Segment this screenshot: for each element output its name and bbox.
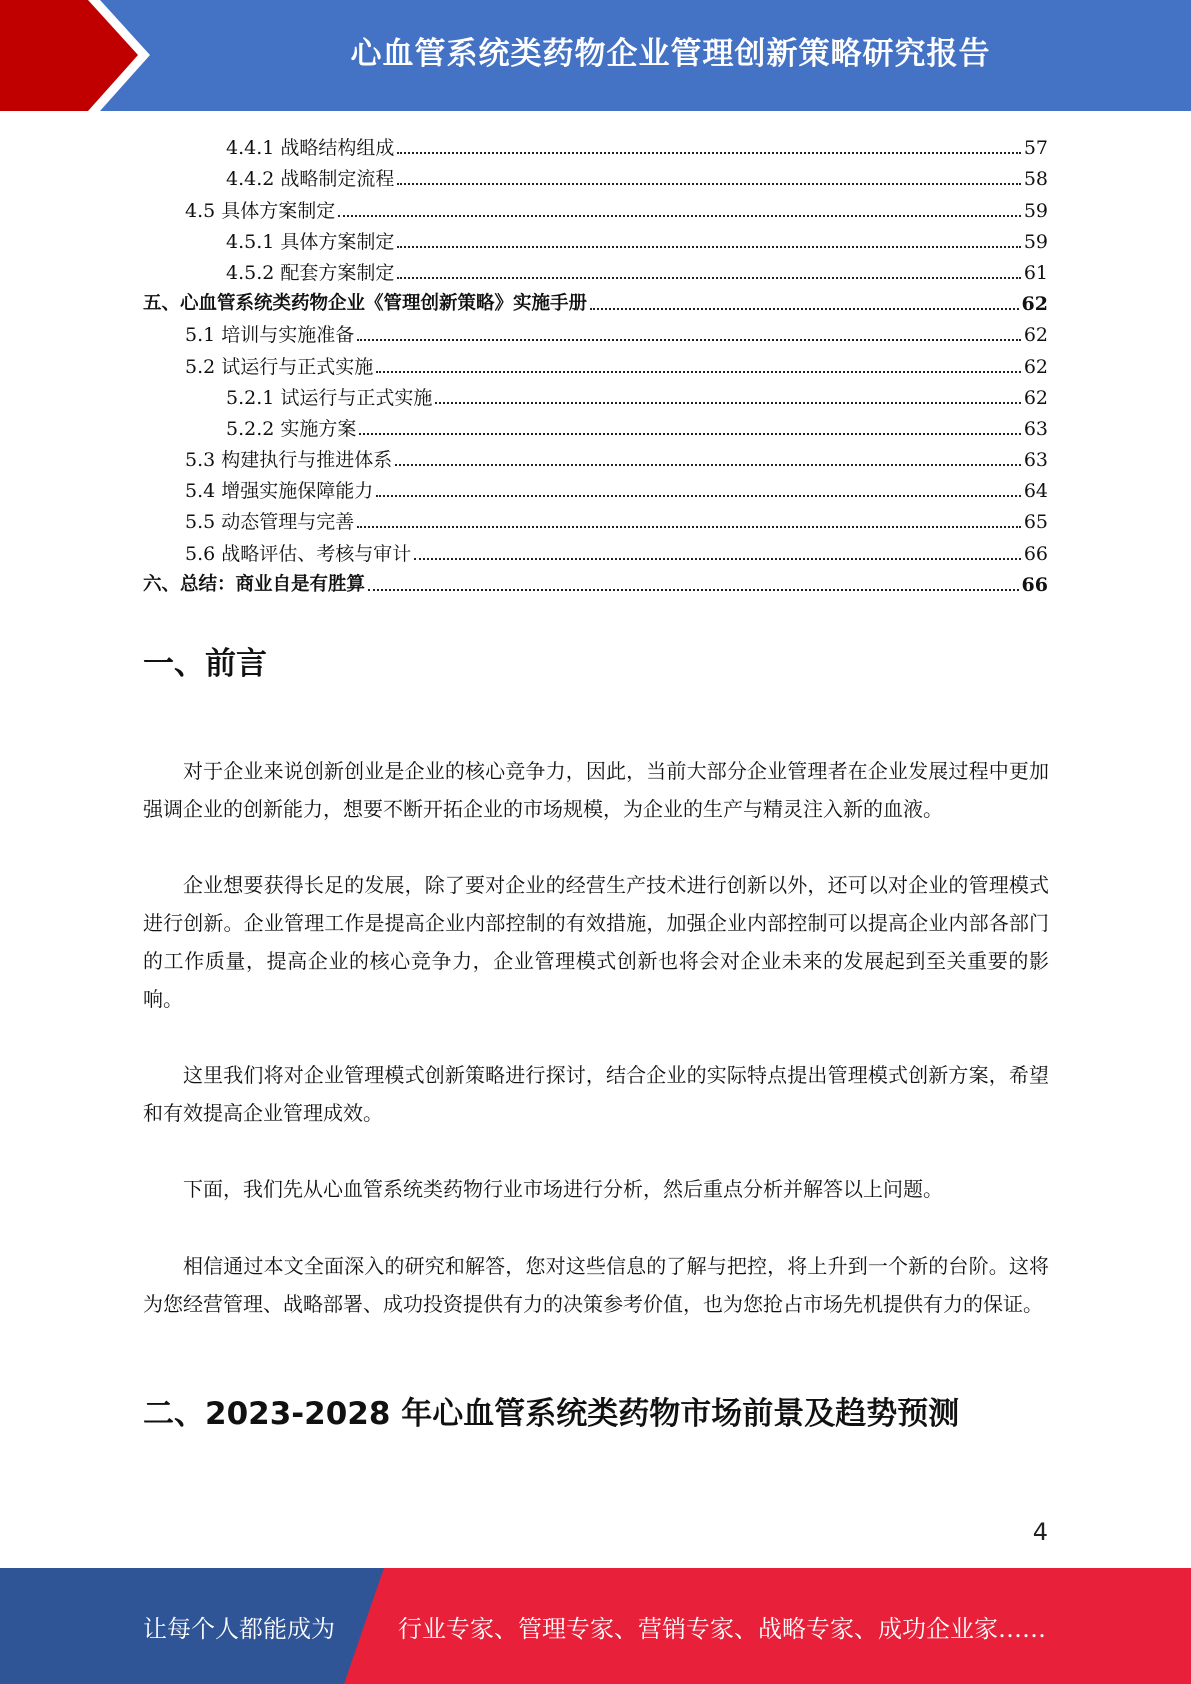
toc-entry-label: 4.4.1 战略结构组成 [226, 137, 395, 160]
toc-entry-label: 5.5 动态管理与完善 [185, 511, 355, 534]
toc-dot-leader [395, 464, 1021, 466]
toc-entry[interactable] [143, 502, 1048, 533]
toc-entry[interactable] [143, 253, 1048, 284]
toc-entry[interactable] [143, 222, 1048, 253]
table-of-contents [143, 128, 1048, 596]
toc-dot-leader [338, 215, 1021, 217]
section-heading-preface: 一、前言 [143, 646, 267, 682]
toc-dot-leader [397, 246, 1020, 248]
toc-entry-page: 58 [1023, 168, 1048, 191]
toc-entry-page: 62 [1023, 355, 1048, 378]
toc-entry[interactable] [143, 409, 1048, 440]
toc-dot-leader [368, 589, 1019, 591]
toc-entry-page: 66 [1021, 573, 1048, 596]
toc-entry-label: 4.4.2 战略制定流程 [226, 168, 395, 191]
document-title: 心血管系统类药物企业管理创新策略研究报告 [350, 35, 991, 72]
toc-entry-page: 57 [1023, 137, 1048, 160]
paragraph: 相信通过本文全面深入的研究和解答，您对这些信息的了解与把控，将上升到一个新的台阶。这将为您经营管理、战略部署、成功投资提供有力的决策参考价值，也为您抢占市场先机提供有力的保证。 [143, 1254, 1049, 1316]
toc-entry-page: 59 [1023, 230, 1048, 253]
toc-dot-leader [376, 495, 1021, 497]
toc-entry-label: 4.5.1 具体方案制定 [226, 230, 395, 253]
toc-entry[interactable] [143, 346, 1048, 377]
toc-entry-page: 63 [1023, 449, 1048, 472]
toc-entry[interactable] [143, 378, 1048, 409]
toc-dot-leader [397, 152, 1020, 154]
toc-dot-leader [590, 308, 1019, 310]
toc-entry-label: 5.2.2 实施方案 [226, 417, 357, 440]
paragraph: 下面，我们先从心血管系统类药物行业市场进行分析，然后重点分析并解答以上问题。 [183, 1177, 943, 1201]
header-chevron-shape [0, 0, 160, 111]
toc-dot-leader [357, 339, 1021, 341]
footer-band [0, 1568, 1191, 1684]
section-heading-forecast: 二、2023-2028 年心血管系统类药物市场前景及趋势预测 [143, 1396, 960, 1432]
toc-entry-label: 5.2 试运行与正式实施 [185, 355, 374, 378]
toc-entry-page: 65 [1023, 511, 1048, 534]
toc-entry[interactable] [143, 440, 1048, 471]
toc-entry-page: 62 [1023, 386, 1048, 409]
toc-dot-leader [397, 277, 1020, 279]
toc-entry[interactable] [143, 284, 1048, 315]
paragraph: 这里我们将对企业管理模式创新策略进行探讨，结合企业的实际特点提出管理模式创新方案，希望和有效提高企业管理成效。 [143, 1063, 1049, 1125]
toc-entry-page: 66 [1023, 542, 1048, 565]
toc-entry-label: 4.5 具体方案制定 [185, 199, 336, 222]
toc-entry-label: 5.6 战略评估、考核与审计 [185, 542, 412, 565]
toc-entry[interactable] [143, 533, 1048, 564]
toc-entry-label: 5.4 增强实施保障能力 [185, 480, 374, 503]
footer-slogan-right: 行业专家、管理专家、营销专家、战略专家、成功企业家…… [398, 1614, 1046, 1643]
toc-dot-leader [435, 402, 1020, 404]
toc-entry-label: 4.5.2 配套方案制定 [226, 261, 395, 284]
toc-entry-page: 59 [1023, 199, 1048, 222]
toc-entry[interactable] [143, 159, 1048, 190]
toc-entry-label: 六、总结：商业自是有胜算 [143, 573, 366, 595]
toc-entry[interactable] [143, 190, 1048, 221]
toc-entry-label: 5.2.1 试运行与正式实施 [226, 386, 433, 409]
header-band [0, 0, 1191, 111]
toc-entry-label: 5.1 培训与实施准备 [185, 324, 355, 347]
toc-entry-label: 5.3 构建执行与推进体系 [185, 449, 393, 472]
toc-entry-page: 62 [1023, 324, 1048, 347]
toc-dot-leader [357, 526, 1021, 528]
toc-dot-leader [359, 433, 1020, 435]
toc-entry-page: 64 [1023, 480, 1048, 503]
toc-dot-leader [414, 558, 1021, 560]
toc-entry[interactable] [143, 565, 1048, 596]
toc-entry-label: 五、心血管系统类药物企业《管理创新策略》实施手册 [143, 293, 588, 315]
toc-entry-page: 62 [1021, 293, 1048, 316]
toc-entry-page: 63 [1023, 417, 1048, 440]
toc-entry[interactable] [143, 315, 1048, 346]
paragraph: 对于企业来说创新创业是企业的核心竞争力，因此，当前大部分企业管理者在企业发展过程中更加强调企业的创新能力，想要不断开拓企业的市场规模，为企业的生产与精灵注入新的血液。 [143, 759, 1049, 821]
toc-dot-leader [376, 371, 1021, 373]
toc-entry[interactable] [143, 471, 1048, 502]
toc-entry-page: 61 [1023, 261, 1048, 284]
page-number: 4 [1032, 1518, 1048, 1546]
toc-entry[interactable] [143, 128, 1048, 159]
paragraph: 企业想要获得长足的发展，除了要对企业的经营生产技术进行创新以外，还可以对企业的管理模式进行创新。企业管理工作是提高企业内部控制的有效措施，加强企业内部控制可以提高企业内部各部门的工作质量，提高企业的核心竞争力，企业管理模式创新也将会对企业未来的发展起到至关重要的影响。 [143, 873, 1049, 1011]
footer-slogan-left: 让每个人都能成为 [143, 1614, 335, 1643]
toc-dot-leader [397, 183, 1020, 185]
